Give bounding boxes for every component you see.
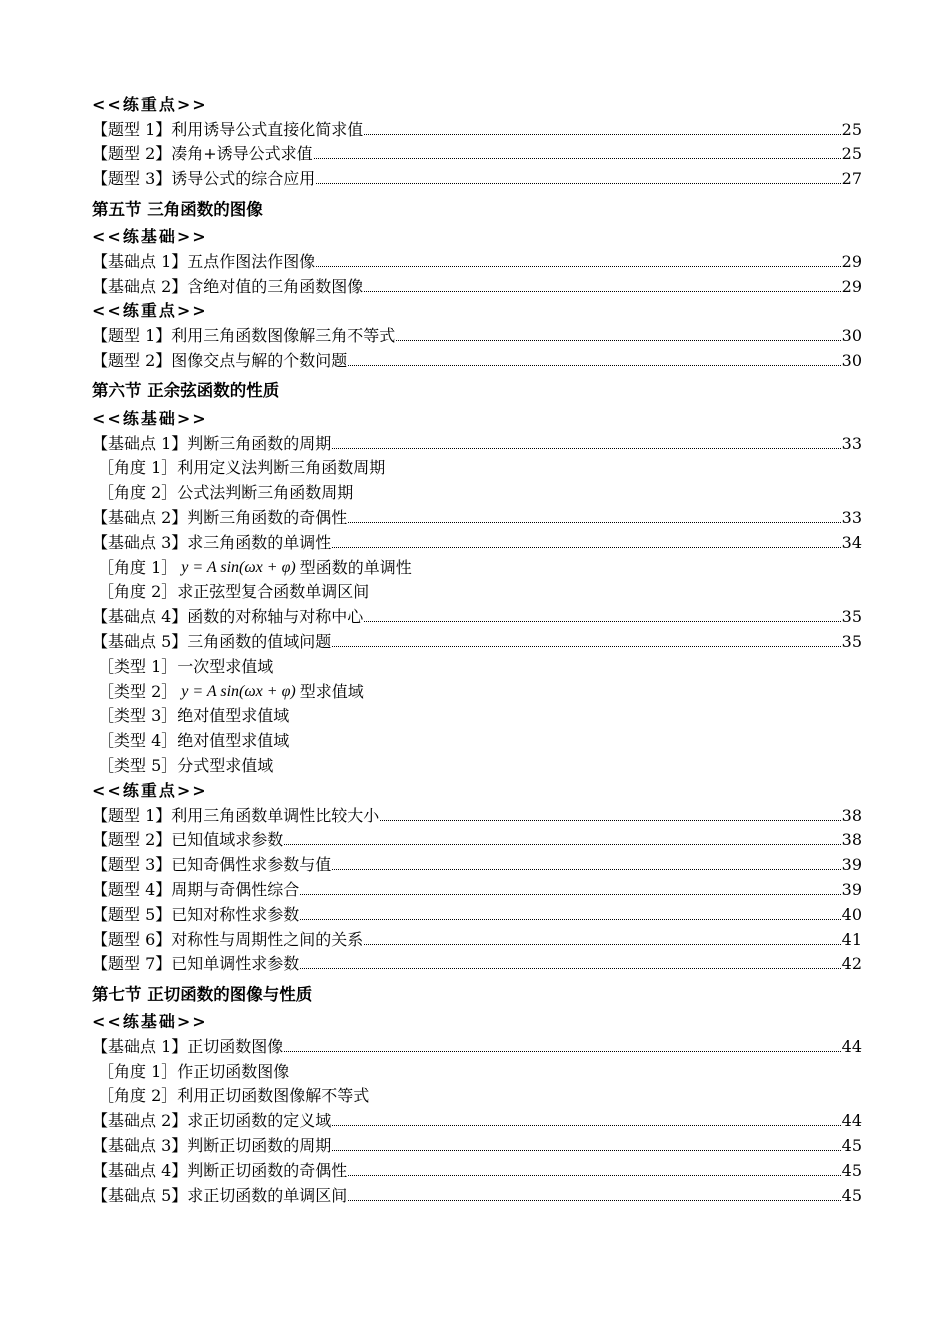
dot-leader (332, 645, 840, 647)
toc-entry[interactable] (92, 272, 862, 297)
toc-entry[interactable] (92, 900, 862, 925)
toc-entry[interactable] (92, 950, 862, 975)
toc-page-number: 35 (841, 607, 862, 627)
toc-sub-entry (92, 1057, 862, 1082)
toc-entry-label: 【题型 2】已知值域求参数 (92, 830, 284, 850)
toc-entry-label: 【基础点 1】五点作图法作图像 (92, 251, 316, 271)
toc-page-number: 33 (841, 433, 862, 453)
toc-section-title: 第六节 正余弦函数的性质 (92, 381, 280, 401)
toc-entry-label: 【基础点 1】判断三角函数的周期 (92, 433, 332, 453)
toc-entry-label: 【基础点 3】求三角函数的单调性 (92, 532, 332, 552)
toc-entry-label: 【题型 4】周期与奇偶性综合 (92, 879, 300, 899)
dot-leader (396, 339, 840, 341)
toc-entry-label: 【基础点 2】含绝对值的三角函数图像 (92, 276, 364, 296)
toc-entry[interactable] (92, 801, 862, 826)
toc-entry[interactable] (92, 850, 862, 875)
toc-entry[interactable] (92, 140, 862, 165)
toc-page-number: 30 (841, 326, 862, 346)
toc-entry-label: 【基础点 5】求正切函数的单调区间 (92, 1185, 348, 1205)
toc-entry-label: 【基础点 4】判断正切函数的奇偶性 (92, 1160, 348, 1180)
toc-page-number: 30 (841, 350, 862, 370)
toc-page-number: 45 (841, 1160, 862, 1180)
dot-leader (348, 1174, 840, 1176)
toc-sub-entry (92, 751, 862, 776)
toc-sub-entry (92, 726, 862, 751)
toc-page-number: 29 (841, 251, 862, 271)
toc-page-number: 38 (841, 805, 862, 825)
dot-leader (300, 967, 840, 969)
toc-section-title: 第七节 正切函数的图像与性质 (92, 984, 313, 1004)
toc-sub-entry (92, 702, 862, 727)
dot-leader (332, 1124, 840, 1126)
toc-sub-entry-label: ［类型 2］ (98, 681, 178, 701)
toc-section-title: 第五节 三角函数的图像 (92, 199, 263, 219)
toc-page-number: 42 (841, 954, 862, 974)
toc-page-number: 35 (841, 631, 862, 651)
toc-sub-entry-label: ［角度 1］ (98, 557, 178, 577)
toc-sub-entry-label: ［类型 1］一次型求值域 (98, 656, 274, 676)
toc-entry-label: 【题型 1】利用三角函数图像解三角不等式 (92, 326, 396, 346)
toc-page-number: 44 (841, 1111, 862, 1131)
toc-page-number: 25 (841, 144, 862, 164)
toc-page-number: 44 (841, 1036, 862, 1056)
toc-sub-entry (92, 652, 862, 677)
toc-page-number: 33 (841, 507, 862, 527)
dot-leader (284, 843, 840, 845)
toc-entry[interactable] (92, 875, 862, 900)
toc-entry[interactable] (92, 503, 862, 528)
math-formula: y = A sin(ωx + φ) (181, 558, 296, 576)
dot-leader (332, 868, 840, 870)
toc-entry-label: 【基础点 1】正切函数图像 (92, 1036, 284, 1056)
toc-entry[interactable] (92, 1106, 862, 1131)
dot-leader (380, 819, 840, 821)
dot-leader (332, 1149, 840, 1151)
toc-group-heading: <<练基础>> (92, 1012, 208, 1032)
toc-entry[interactable] (92, 247, 862, 272)
dot-leader (314, 157, 841, 159)
toc-page-number: 40 (841, 904, 862, 924)
toc-entry[interactable] (92, 528, 862, 553)
table-of-contents (92, 90, 862, 1206)
toc-entry-label: 【题型 3】诱导公式的综合应用 (92, 169, 316, 189)
toc-entry-label: 【基础点 5】三角函数的值域问题 (92, 631, 332, 651)
toc-sub-entry (92, 478, 862, 503)
toc-sub-entry-label: ［类型 4］绝对值型求值域 (98, 731, 290, 751)
toc-sub-entry (92, 578, 862, 603)
toc-entry-label: 【题型 7】已知单调性求参数 (92, 954, 300, 974)
dot-leader (364, 133, 840, 135)
toc-entry[interactable] (92, 1156, 862, 1181)
toc-sub-entry-suffix: 型求值域 (299, 681, 364, 701)
toc-entry-label: 【基础点 3】判断正切函数的周期 (92, 1136, 332, 1156)
toc-sub-entry-label: ［角度 2］公式法判断三角函数周期 (98, 483, 354, 503)
dot-leader (316, 182, 840, 184)
toc-entry[interactable] (92, 1131, 862, 1156)
toc-sub-entry (92, 1082, 862, 1107)
toc-page-number: 25 (841, 119, 862, 139)
toc-sub-entry-label: ［类型 3］绝对值型求值域 (98, 706, 290, 726)
toc-sub-entry-label: ［角度 1］利用定义法判断三角函数周期 (98, 458, 386, 478)
toc-entry-label: 【题型 2】凑角+诱导公式求值 (92, 144, 313, 164)
toc-entry[interactable] (92, 826, 862, 851)
dot-leader (284, 1050, 840, 1052)
toc-entry[interactable] (92, 1032, 862, 1057)
toc-sub-entry (92, 454, 862, 479)
toc-entry[interactable] (92, 602, 862, 627)
dot-leader (364, 620, 840, 622)
toc-entry[interactable] (92, 1181, 862, 1206)
toc-entry[interactable] (92, 164, 862, 189)
toc-sub-entry-suffix: 型函数的单调性 (299, 557, 412, 577)
toc-entry-label: 【题型 1】利用三角函数单调性比较大小 (92, 805, 380, 825)
toc-group-heading: <<练重点>> (92, 301, 208, 321)
dot-leader (332, 447, 840, 449)
toc-group-heading: <<练重点>> (92, 780, 208, 800)
dot-leader (348, 364, 840, 366)
toc-entry[interactable] (92, 115, 862, 140)
toc-entry-label: 【题型 5】已知对称性求参数 (92, 904, 300, 924)
toc-entry[interactable] (92, 925, 862, 950)
toc-entry-label: 【基础点 4】函数的对称轴与对称中心 (92, 607, 364, 627)
toc-page-number: 29 (841, 276, 862, 296)
math-formula: y = A sin(ωx + φ) (181, 682, 296, 700)
toc-sub-entry-label: ［类型 5］分式型求值域 (98, 755, 274, 775)
toc-page-number: 45 (841, 1136, 862, 1156)
toc-group-heading: <<练重点>> (92, 94, 208, 114)
toc-page-number: 27 (841, 169, 862, 189)
toc-sub-entry (92, 677, 862, 702)
toc-entry-label: 【基础点 2】求正切函数的定义域 (92, 1111, 332, 1131)
dot-leader (316, 265, 840, 267)
dot-leader (348, 1199, 840, 1201)
toc-sub-entry-label: ［角度 2］利用正切函数图像解不等式 (98, 1086, 370, 1106)
toc-entry-label: 【题型 2】图像交点与解的个数问题 (92, 350, 348, 370)
dot-leader (332, 546, 840, 548)
dot-leader (364, 943, 840, 945)
toc-page-number: 45 (841, 1185, 862, 1205)
toc-page-number: 34 (841, 532, 862, 552)
toc-entry[interactable] (92, 346, 862, 371)
dot-leader (348, 521, 840, 523)
toc-page-number: 39 (841, 855, 862, 875)
toc-sub-entry-label: ［角度 1］作正切函数图像 (98, 1061, 290, 1081)
toc-entry-label: 【题型 3】已知奇偶性求参数与值 (92, 855, 332, 875)
toc-entry-label: 【题型 1】利用诱导公式直接化简求值 (92, 119, 364, 139)
toc-entry[interactable] (92, 429, 862, 454)
toc-sub-entry-label: ［角度 2］求正弦型复合函数单调区间 (98, 582, 370, 602)
dot-leader (364, 290, 840, 292)
toc-entry-label: 【基础点 2】判断三角函数的奇偶性 (92, 507, 348, 527)
toc-entry-label: 【题型 6】对称性与周期性之间的关系 (92, 929, 364, 949)
toc-entry[interactable] (92, 321, 862, 346)
toc-page-number: 38 (841, 830, 862, 850)
toc-entry[interactable] (92, 627, 862, 652)
dot-leader (300, 893, 840, 895)
toc-group-heading: <<练基础>> (92, 408, 208, 428)
toc-sub-entry (92, 553, 862, 578)
dot-leader (300, 918, 840, 920)
toc-page-number: 41 (841, 929, 862, 949)
toc-page-number: 39 (841, 879, 862, 899)
toc-group-heading: <<练基础>> (92, 226, 208, 246)
